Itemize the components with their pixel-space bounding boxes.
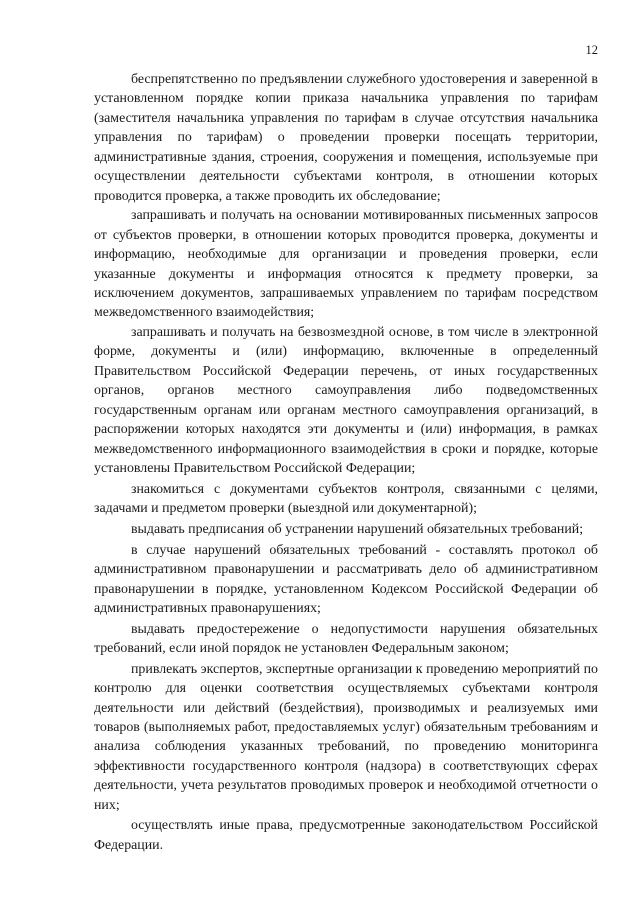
- paragraph-issue-orders: выдавать предписания об устранении нарушений обязательных требований;: [131, 522, 584, 538]
- document-body: [94, 70, 598, 855]
- paragraph-administrative-protocol: в случае нарушений обязательных требований - составлять протокол об административном правонарушении и рассматривать дело об административном правонарушении в порядке, установленном Кодексом Российской Федерации об административных правонарушениях;: [94, 542, 598, 617]
- page-number: 12: [585, 43, 598, 57]
- paragraph-experts: привлекать экспертов, экспертные организации к проведению мероприятий по контролю для оценки соответствия осуществляемых субъектами контроля деятельности или действий (бездействия), производимых и реализуемых ими товаров (выполняемых работ, предоставляемых услуг) обязательным требованиям и анализа соблюдения указанных требований, по проведению мониторинга эффективности государственного контроля (надзора) в соответствующих сферах деятельности, учета результатов проводимых проверок и необходимой отчетности о них;: [94, 661, 598, 813]
- paragraph-warning: выдавать предостережение о недопустимости нарушения обязательных требований, если иной порядок не установлен Федеральным законом;: [94, 621, 598, 657]
- paragraph-request-documents: запрашивать и получать на основании мотивированных письменных запросов от субъектов проверки, в отношении которых проводится проверка, документы и информацию, необходимые для организации и проведения проверки, если указанные документы и информация относятся к предмету проверки, за исключением документов, запрашиваемых управлением по тарифам посредством межведомственного взаимодействия;: [94, 208, 598, 321]
- paragraph-review-documents: знакомиться с документами субъектов контроля, связанными с целями, задачами и предметом проверки (выездной или документарной);: [94, 481, 598, 516]
- paragraph-free-information: запрашивать и получать на безвозмездной основе, в том числе в электронной форме, документы и (или) информацию, включенные в определенный Правительством Российской Федерации перечень, от иных государственных органов, органов местного самоуправления либо подведомственных государственным органам или органам местного самоуправления организаций, в распоряжении которых находятся эти документы и (или) информация, в рамках межведомственного информационного взаимодействия в сроки и порядке, которые установлены Правительством Российской Федерации;: [94, 324, 598, 477]
- paragraph-other-rights: осуществлять иные права, предусмотренные законодательством Российской Федерации.: [94, 818, 598, 853]
- paragraph-inspection-access: беспрепятственно по предъявлении служебного удостоверения и заверенной в установленном порядке копии приказа начальника управления по тарифам (заместителя начальника управления по тарифам в случае отсутствия начальника управления по тарифам) о проведении проверки посещать территории, административные здания, строения, сооружения и помещения, используемые при осуществлении деятельности субъектами контроля, в отношении которых проводится проверка, а также проводить их обследование;: [94, 72, 598, 204]
